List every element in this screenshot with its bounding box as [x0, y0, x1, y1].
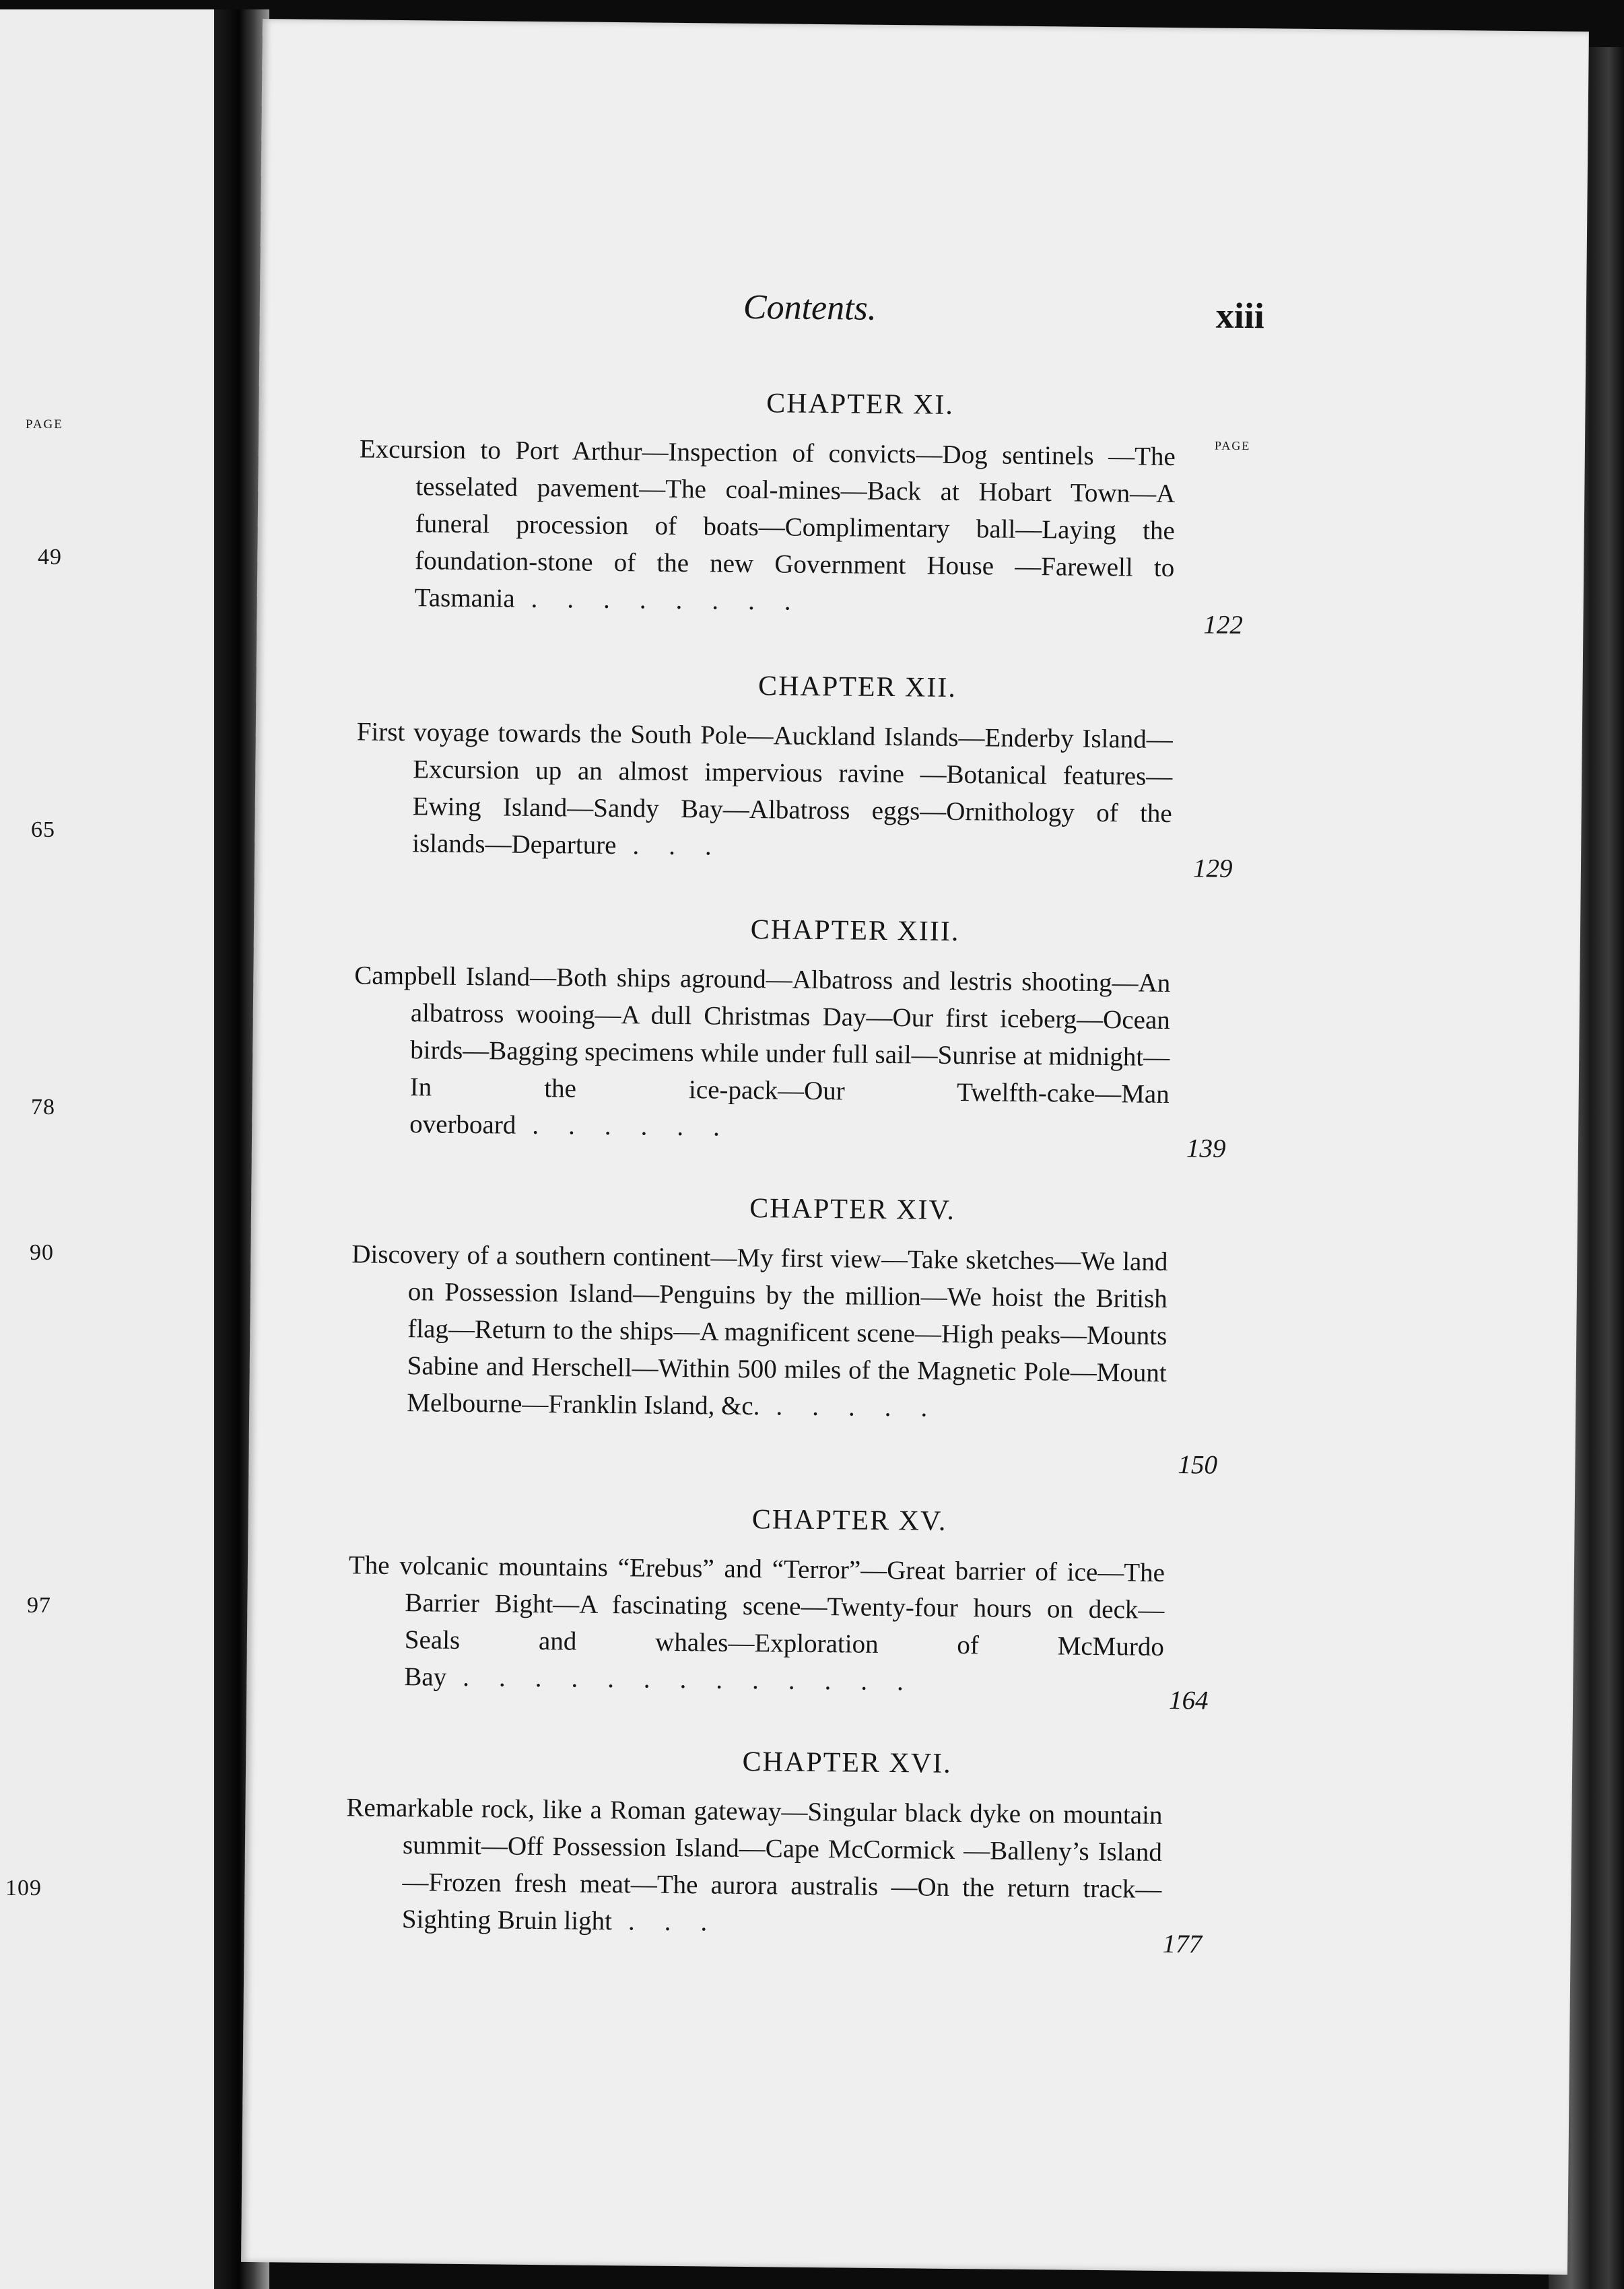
- contents-page: [241, 19, 1589, 2275]
- chapter-page-number: 139: [1186, 1134, 1226, 1163]
- running-head: Contents.: [743, 287, 877, 328]
- left-page-label: PAGE: [26, 417, 63, 432]
- left-page-number: 97: [27, 1593, 51, 1618]
- chapter-entry: [252, 909, 1580, 1163]
- synopsis-text: Campbell Island—Both ships aground—Albatross and lestris shooting—An albatross wooing—A dull Christmas Day—Our first iceberg—Ocean birds—Bagging specimens while under full sail—Sunrise at midnight—In the ice-pack—Our Twelfth-cake—Man overboard: [354, 961, 1171, 1140]
- chapter-synopsis: [356, 713, 1173, 869]
- chapter-page-number: 150: [1178, 1450, 1218, 1480]
- chapter-synopsis: [345, 1789, 1163, 1945]
- chapter-heading: CHAPTER XV.: [751, 1504, 947, 1537]
- synopsis-text: The volcanic mountains “Erebus” and “Terror”—Great barrier of ice—The Barrier Bight—A fascinating scene—Twenty-four hours on deck—Seals and whales—Exploration of McMurdo Bay: [348, 1550, 1165, 1692]
- chapter-synopsis: [358, 430, 1176, 623]
- leader-dots: ......: [532, 1110, 750, 1142]
- chapter-page-number: 122: [1203, 610, 1244, 640]
- synopsis-text: First voyage towards the South Pole—Auckland Islands—Enderby Island—Excursion up an almost impervious ravine —Botanical features—Ewing Island—Sandy Bay—Albatross eggs—Ornithology of the islands—Departure: [356, 717, 1173, 860]
- left-page-number: 90: [30, 1240, 54, 1265]
- chapter-heading: CHAPTER XIII.: [750, 914, 960, 947]
- page-folio: xiii: [1215, 295, 1265, 337]
- chapter-heading: CHAPTER XI.: [766, 388, 955, 421]
- chapter-synopsis: [353, 957, 1171, 1150]
- synopsis-text: Discovery of a southern continent—My first view—Take sketches—We land on Possession Island—Penguins by the million—We hoist the British flag—Return to the ships—A magnificent scene—High peaks—Mounts Sabine and Herschell—Within 500 miles of the Magnetic Pole—Mount Melbourne—Franklin Island, &c.: [351, 1239, 1168, 1421]
- left-page-number: 49: [38, 545, 62, 570]
- page-column-label: PAGE: [1214, 438, 1251, 453]
- chapter-heading: CHAPTER XVI.: [742, 1746, 952, 1779]
- chapter-entry: [249, 1188, 1578, 1480]
- leader-dots: ...: [632, 831, 741, 861]
- chapter-heading: CHAPTER XIV.: [749, 1193, 956, 1226]
- chapter-entry: [246, 1499, 1575, 1715]
- chapter-heading: CHAPTER XII.: [757, 671, 957, 704]
- synopsis-text: Excursion to Port Arthur—Inspection of convicts—Dog sentinels —The tesselated pavement—The coal-mines—Back at Hobart Town—A funeral procession of boats—Complimentary ball—Laying the foundation-stone of the new Government House —Farewell to Tasmania: [359, 434, 1176, 613]
- chapter-page-number: 177: [1162, 1929, 1203, 1959]
- chapter-entry: [244, 1741, 1573, 1959]
- chapter-entry: [257, 382, 1586, 640]
- leader-dots: .............: [462, 1662, 934, 1697]
- chapter-page-number: 164: [1168, 1686, 1209, 1715]
- left-page-number: 65: [31, 817, 55, 842]
- leader-dots: ...: [628, 1907, 737, 1937]
- leader-dots: ........: [531, 584, 821, 616]
- chapter-page-number: 129: [1192, 854, 1233, 883]
- facing-page: [0, 9, 214, 2289]
- left-page-number: 109: [5, 1876, 42, 1901]
- chapter-entry: [255, 665, 1583, 883]
- chapter-synopsis: [347, 1546, 1165, 1703]
- synopsis-text: Remarkable rock, like a Roman gateway—Singular black dyke on mountain summit—Off Possession Island—Cape McCormick —Balleny’s Island—Frozen fresh meat—The aurora australis —On the return track—Sighting Bruin light: [346, 1793, 1163, 1936]
- left-page-number: 78: [31, 1095, 55, 1120]
- chapter-synopsis: [350, 1235, 1168, 1429]
- leader-dots: .....: [776, 1392, 957, 1423]
